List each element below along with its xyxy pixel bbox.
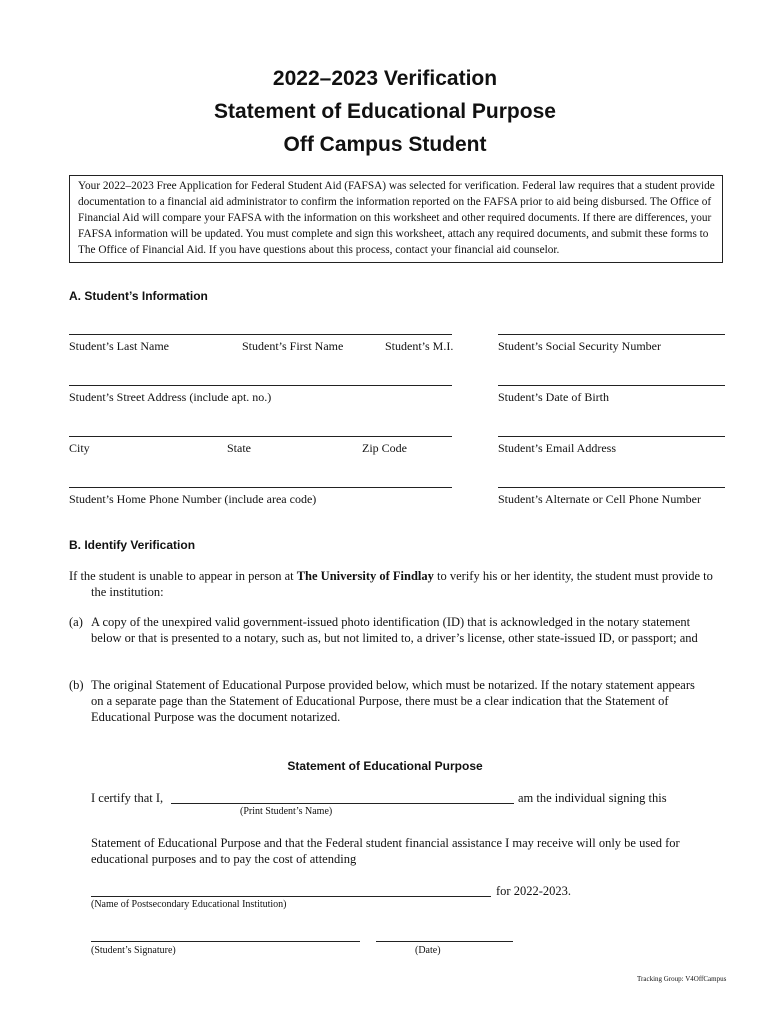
intro-box: Your 2022–2023 Free Application for Federal Student Aid (FAFSA) was selected for verification. Federal law requires that a student provide documentation to a financial aid administrator to confirm the information reported on the FAFSA prior to aid being disbursed. The Office of Financial Aid will compare your FAFSA with the information on this worksheet and other required documents. If there are differences, your FAFSA information will be updated. You must complete and sign this worksheet, attach any required documents, and submit these forms to The Office of Financial Aid. If you have questions about this process, contact your financial aid counselor. <box>69 175 723 263</box>
date-label: (Date) <box>415 945 441 956</box>
title-line-2: Statement of Educational Purpose <box>214 100 556 123</box>
item-b <box>69 677 709 725</box>
university-name: The University of Findlay <box>296 569 434 583</box>
home-phone-label: Student’s Home Phone Number (include area code) <box>69 492 317 506</box>
mi-label: Student’s M.I. <box>385 339 454 353</box>
zip-label: Zip Code <box>362 441 407 455</box>
state-label: State <box>227 441 251 455</box>
ssn-field[interactable] <box>498 334 725 335</box>
dob-field[interactable] <box>498 385 725 386</box>
certify-pre-text: I certify that I, <box>91 791 164 805</box>
title-line-1: 2022–2023 Verification <box>272 67 498 90</box>
item-a <box>69 614 709 646</box>
for-year-text: for 2022-2023. <box>496 884 571 898</box>
statement-body: Statement of Educational Purpose and that the Federal student financial assistance I may receive will only be used for educational purposes and to pay the cost of attending <box>91 836 680 866</box>
institution-label: (Name of Postsecondary Educational Institution) <box>91 899 287 910</box>
institution-field[interactable] <box>91 896 491 897</box>
email-label: Student’s Email Address <box>498 441 616 455</box>
tracking-group: Tracking Group: V4OffCampus <box>637 975 727 983</box>
title-line-3: Off Campus Student <box>283 133 487 156</box>
print-name-field[interactable] <box>171 803 514 804</box>
last-first-mi-field[interactable] <box>69 334 452 335</box>
street-address-field[interactable] <box>69 385 452 386</box>
item-b-marker: (b) <box>69 678 84 692</box>
intro-pre-text: If the student is unable to appear in person at <box>69 569 297 583</box>
ssn-label: Student’s Social Security Number <box>498 339 661 353</box>
city-state-zip-field[interactable] <box>69 436 452 437</box>
section-b-heading: B. Identify Verification <box>69 538 196 552</box>
intro-post-text: to verify his or her identity, the student must provide to the institution: <box>91 569 713 599</box>
last-name-label: Student’s Last Name <box>69 339 169 353</box>
date-field[interactable] <box>376 941 513 942</box>
print-name-label: (Print Student’s Name) <box>240 806 333 817</box>
certify-post-text: am the individual signing this <box>518 791 667 805</box>
cell-phone-field[interactable] <box>498 487 725 488</box>
signature-label: (Student’s Signature) <box>91 945 176 956</box>
dob-label: Student’s Date of Birth <box>498 390 609 404</box>
home-phone-field[interactable] <box>69 487 452 488</box>
item-a-marker: (a) <box>69 615 83 629</box>
section-b-intro <box>69 568 731 600</box>
email-field[interactable] <box>498 436 725 437</box>
section-a-heading: A. Student’s Information <box>69 289 208 303</box>
item-b-text: The original Statement of Educational Purpose provided below, which must be notarized. If the notary statement appears on a separate page than the Statement of Educational Purpose, there must be a clear indication that the Statement of Educational Purpose was the document notarized. <box>91 678 695 724</box>
statement-heading: Statement of Educational Purpose <box>287 759 483 773</box>
city-label: City <box>69 441 90 455</box>
cell-phone-label: Student’s Alternate or Cell Phone Number <box>498 492 701 506</box>
item-a-text: A copy of the unexpired valid government-issued photo identification (ID) that is acknowledged in the notary statement below or that is presented to a notary, such as, but not limited to, a driver’s license, other state-issued ID, or passport; and <box>91 615 698 645</box>
street-label: Student’s Street Address (include apt. no.) <box>69 390 272 404</box>
first-name-label: Student’s First Name <box>242 339 344 353</box>
signature-field[interactable] <box>91 941 360 942</box>
